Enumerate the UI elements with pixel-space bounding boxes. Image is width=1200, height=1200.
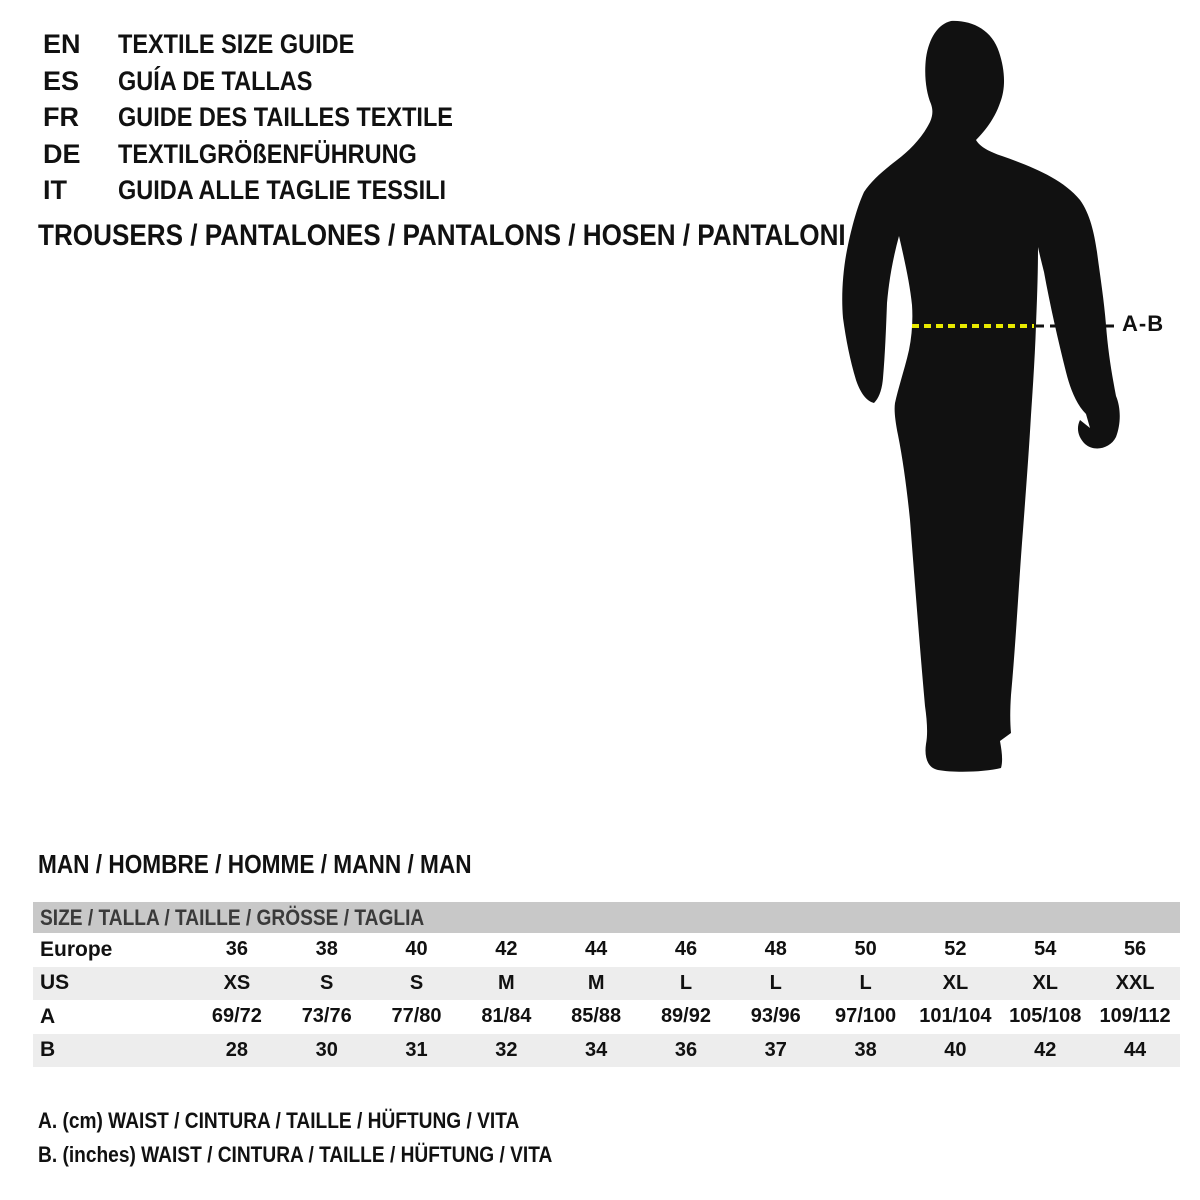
size-table xyxy=(33,933,1180,1067)
size-cell: 46 xyxy=(674,938,698,961)
size-cell: 89/92 xyxy=(660,1005,711,1028)
size-cell: 36 xyxy=(225,938,249,961)
size-cell: 44 xyxy=(1123,1038,1147,1061)
footnote-inches-waist xyxy=(38,1142,629,1168)
section-title xyxy=(38,849,536,880)
table-row-us xyxy=(33,967,1180,1001)
size-cell: 44 xyxy=(585,938,608,961)
size-cell: 81/84 xyxy=(481,1005,532,1028)
size-cell: S xyxy=(320,971,334,994)
language-label: GUÍA DE TALLAS xyxy=(118,65,313,96)
size-cell: 52 xyxy=(944,938,967,961)
size-cell: 40 xyxy=(405,938,428,961)
size-cell: M xyxy=(498,971,515,994)
language-label: TEXTILGRÖßENFÜHRUNG xyxy=(118,138,417,169)
language-code: FR xyxy=(43,102,79,133)
size-table-header xyxy=(33,902,1180,933)
size-cell: 34 xyxy=(585,1038,608,1061)
row-label: Europe xyxy=(40,937,113,961)
size-cell: XXL xyxy=(1115,971,1155,994)
size-cell: 105/108 xyxy=(1009,1005,1082,1028)
size-cell: 109/112 xyxy=(1099,1005,1171,1028)
size-cell: 50 xyxy=(854,938,877,961)
size-cell: 38 xyxy=(315,938,338,961)
size-cell: 85/88 xyxy=(571,1005,622,1028)
size-cell: 31 xyxy=(405,1038,428,1061)
size-cell: 42 xyxy=(495,938,518,961)
language-code: ES xyxy=(43,65,80,96)
size-cell: 38 xyxy=(854,1038,877,1061)
size-cell: XS xyxy=(223,971,251,994)
language-label: GUIDA ALLE TAGLIE TESSILI xyxy=(118,175,446,206)
size-cell: 28 xyxy=(225,1038,249,1061)
table-row-b xyxy=(33,1034,1180,1068)
footnote-cm-waist xyxy=(38,1108,591,1134)
language-code: IT xyxy=(43,175,67,206)
size-table-header-text: SIZE / TALLA / TAILLE / GRÖSSE / TAGLIA xyxy=(40,905,425,930)
size-cell: L xyxy=(679,971,693,994)
size-cell: 40 xyxy=(944,1038,967,1061)
row-label: A xyxy=(40,1004,56,1028)
language-label: GUIDE DES TAILLES TEXTILE xyxy=(118,102,453,133)
size-cell: 101/104 xyxy=(919,1005,992,1028)
row-label: US xyxy=(40,971,70,995)
size-cell: 32 xyxy=(495,1038,518,1061)
size-cell: 36 xyxy=(674,1038,698,1061)
table-row-a xyxy=(33,1000,1180,1034)
size-cell: 77/80 xyxy=(391,1005,442,1028)
size-cell: 54 xyxy=(1034,938,1057,961)
size-cell: 30 xyxy=(315,1038,338,1061)
size-cell: 73/76 xyxy=(301,1005,352,1028)
man-silhouette xyxy=(842,21,1120,772)
size-cell: XL xyxy=(1032,971,1058,994)
size-cell: XL xyxy=(942,971,969,994)
row-label: B xyxy=(40,1038,56,1062)
measure-label: A-B xyxy=(1122,311,1165,336)
language-label: TEXTILE SIZE GUIDE xyxy=(118,29,355,59)
table-row-europe xyxy=(33,933,1180,967)
language-code: EN xyxy=(43,29,81,59)
footnote-inches-waist-text: B. (inches) WAIST / CINTURA / TAILLE / HÜFTUNG / VITA xyxy=(38,1142,553,1167)
size-cell: 37 xyxy=(764,1038,787,1061)
category-title-text: TROUSERS / PANTALONES / PANTALONS / HOSEN / PANTALONI xyxy=(38,219,846,252)
size-cell: L xyxy=(859,971,872,994)
size-cell: 97/100 xyxy=(835,1005,897,1028)
size-cell: 42 xyxy=(1034,1038,1057,1061)
size-cell: 56 xyxy=(1123,938,1147,961)
size-cell: M xyxy=(587,971,605,994)
size-cell: 48 xyxy=(764,938,787,961)
section-title-text: MAN / HOMBRE / HOMME / MANN / MAN xyxy=(38,849,472,879)
size-cell: 69/72 xyxy=(211,1005,262,1028)
language-code: DE xyxy=(43,138,81,169)
size-cell: L xyxy=(769,971,782,994)
footnote-cm-waist-text: A. (cm) WAIST / CINTURA / TAILLE / HÜFTUNG / VITA xyxy=(38,1108,520,1133)
size-cell: S xyxy=(409,971,424,994)
size-cell: 93/96 xyxy=(750,1005,801,1028)
